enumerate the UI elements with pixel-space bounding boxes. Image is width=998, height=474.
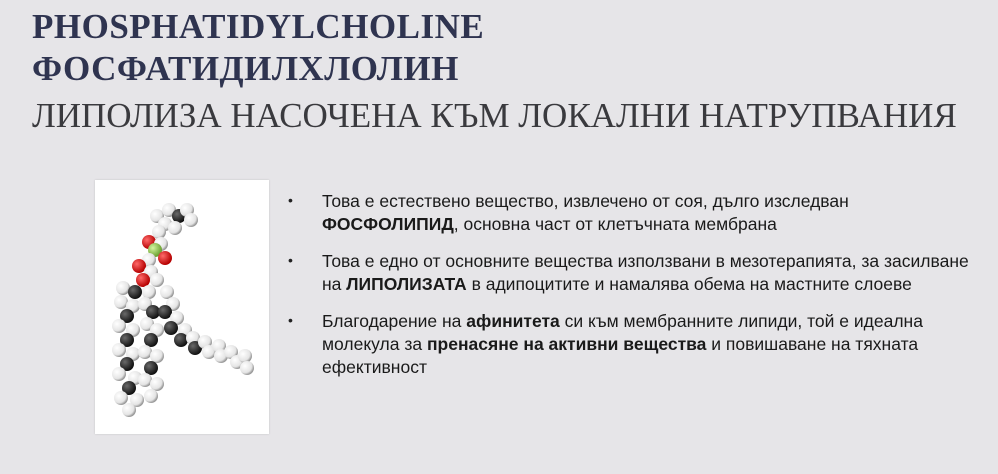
list-item (288, 310, 978, 379)
subtitle: ЛИПОЛИЗА НАСОЧЕНА КЪМ ЛОКАЛНИ НАТРУПВАНИЯ (32, 96, 957, 135)
list-item (288, 190, 978, 236)
bullet-marker: • (288, 192, 293, 208)
title-bulgarian: ФОСФАТИДИЛХЛОЛИН (32, 49, 459, 88)
bullet-text: Благодарение на афинитета си към мембранните липиди, той е идеална молекула за пренасяне на активни вещества и повишаване на тяхната ефективност (322, 311, 923, 377)
list-item (288, 250, 978, 296)
bullet-marker: • (288, 312, 293, 328)
title-block (32, 6, 972, 138)
phospholipid-molecule-icon (95, 180, 269, 434)
bullet-text: Това е едно от основните вещества използвани в мезотерапията, за засилване на ЛИПОЛИЗАТА в адипоцитите и намалява обема на мастните слоеве (322, 251, 969, 294)
title-english: PHOSPHATIDYLCHOLINE (32, 7, 485, 46)
molecule-image (95, 180, 269, 434)
bullet-marker: • (288, 252, 293, 268)
bullet-text: Това е естествено вещество, извлечено от соя, дълго изследван ФОСФОЛИПИД, основна част от клетъчната мембрана (322, 191, 849, 234)
bullet-list (288, 190, 978, 393)
